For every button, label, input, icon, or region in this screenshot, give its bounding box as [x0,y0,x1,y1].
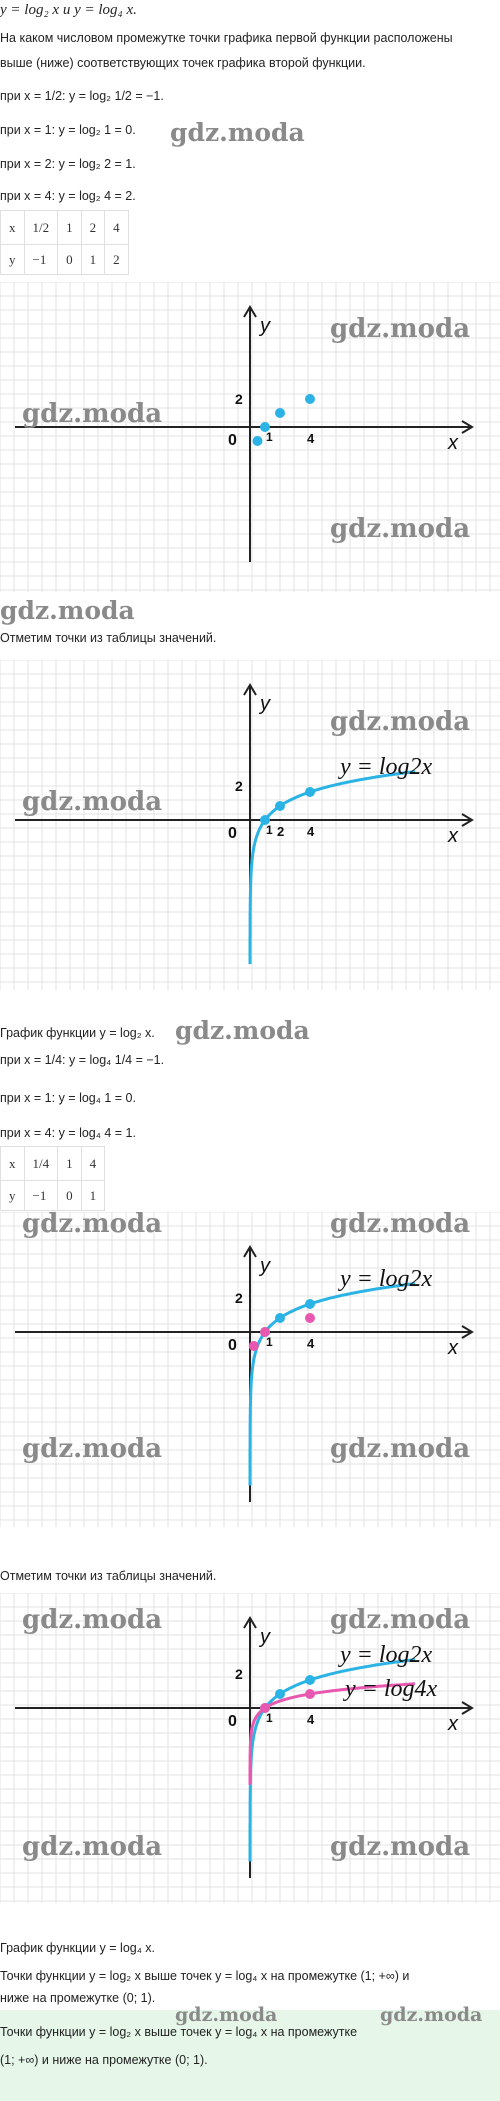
table-cell: 1 [58,211,82,245]
log2-curve-label: y = log2x [340,1266,433,1292]
graph-log2-log4 [0,1593,500,1903]
calc-line-1: при x = 1/2: y = log₂ 1/2 = −1. [0,89,164,103]
y-axis-label: y [260,315,270,337]
log2-point [305,1299,315,1309]
watermark: gdz.moda [22,1605,163,1635]
tick-label-y2: 2 [235,1666,243,1682]
table-cell: y [1,1181,25,1211]
table-cell: x [1,1147,25,1181]
conclusion-line-2: ниже на промежутке (0; 1). [0,1991,156,2005]
log2-point [305,394,315,404]
watermark: gdz.moda [330,1832,471,1862]
y-axis-label: y [260,693,270,715]
functions-line: y = log₂ x и y = log₄ x. [0,2,137,18]
tick-label-4: 4 [307,1712,315,1727]
answer-line-1: Точки функции y = log₂ x выше точек y = log₄ x на промежутке [0,2025,358,2039]
tick-label-1: 1 [266,430,273,444]
calc-line-4: при x = 4: y = log₂ 4 = 2. [0,189,136,203]
watermark: gdz.moda [22,787,163,817]
table-cell: 1 [81,245,105,275]
conclusion-line-1: Точки функции y = log₂ x выше точек y = log₄ x на промежутке (1; +∞) и [0,1969,410,1983]
graph-caption-2: График функции y = log₄ x. [0,1941,156,1955]
table-cell: −1 [24,245,58,275]
table-cell: y [1,245,25,275]
log2-point [253,436,263,446]
watermark: gdz.moda [0,596,135,625]
watermark: gdz.moda [22,1832,163,1862]
log4-point [305,1313,315,1323]
calc-line-7: при x = 4: y = log₄ 4 = 1. [0,1126,136,1140]
table-cell: 0 [58,245,82,275]
graph-points-log2 [0,282,500,592]
x-axis-label: x [448,825,458,847]
watermark: gdz.moda [330,707,471,737]
question-line-2: выше (ниже) соответствующих точек графика второй функции. [0,56,366,70]
origin-label: 0 [228,432,237,449]
tick-label-4: 4 [307,431,315,446]
log4-point [249,1341,259,1351]
calc-line-2: при x = 1: y = log₂ 1 = 0. [0,123,136,137]
tick-label-4: 4 [307,824,315,839]
x-axis-label: x [448,1713,458,1735]
log2-curve-label: y = log2x [340,1642,433,1668]
log2-point [275,1313,285,1323]
origin-label: 0 [228,1337,237,1354]
y-axis-label: y [260,1626,270,1648]
watermark: gdz.moda [330,1605,471,1635]
log2-point [275,408,285,418]
tick-label-1: 1 [266,1335,273,1349]
watermark: gdz.moda [22,399,163,429]
table-cell: 1 [58,1147,82,1181]
table-cell: 4 [105,211,129,245]
values-table-1 [0,210,129,275]
mark-points-line-2: Отметим точки из таблицы значений. [0,1569,217,1583]
answer-line-2: (1; +∞) и ниже на промежутке (0; 1). [0,2053,208,2067]
graph-log2 [0,660,500,990]
tick-label-y2: 2 [235,1290,243,1306]
table-cell: −1 [24,1181,58,1211]
table-cell: 1 [81,1181,105,1211]
log4-point [305,1689,315,1699]
tick-label-y2: 2 [235,391,243,407]
log4-curve-label: y = log4x [345,1676,438,1702]
mark-points-line-1: Отметим точки из таблицы значений. [0,631,217,645]
table-cell: 4 [81,1147,105,1181]
watermark: gdz.moda [22,1434,163,1464]
table-cell: 0 [58,1181,82,1211]
table-cell: 1/4 [24,1147,58,1181]
log2-point [305,1675,315,1685]
log2-point [275,801,285,811]
calc-line-6: при x = 1: y = log₄ 1 = 0. [0,1091,136,1105]
log2-curve-label: y = log2x [340,754,433,780]
watermark: gdz.moda [170,118,305,147]
watermark: gdz.moda [380,2004,483,2026]
table-cell: 2 [105,245,129,275]
tick-label-2: 2 [277,824,285,839]
calc-line-5: при x = 1/4: y = log₄ 1/4 = −1. [0,1053,165,1067]
log2-point [305,787,315,797]
graph-log2-with-log4-points [0,1212,500,1527]
watermark: gdz.moda [330,514,471,544]
tick-label-1: 1 [266,1711,273,1725]
x-axis-label: x [448,1337,458,1359]
table-cell: 1/2 [24,211,58,245]
table-cell: x [1,211,25,245]
calc-line-3: при x = 2: y = log₂ 2 = 1. [0,157,136,171]
watermark: gdz.moda [330,1212,471,1239]
table-cell: 2 [81,211,105,245]
graph-caption-1: График функции y = log₂ x. [0,1026,155,1040]
question-line-1: На каком числовом промежутке точки графика первой функции расположены [0,31,453,45]
x-axis-label: x [448,432,458,454]
watermark: gdz.moda [175,1016,310,1045]
origin-label: 0 [228,825,237,842]
watermark: gdz.moda [330,1434,471,1464]
tick-label-y2: 2 [235,778,243,794]
values-table-2 [0,1146,105,1211]
watermark: gdz.moda [22,1212,163,1239]
tick-label-4: 4 [307,1336,315,1351]
watermark: gdz.moda [175,2004,278,2026]
origin-label: 0 [228,1713,237,1730]
y-axis-label: y [260,1255,270,1277]
tick-label-1: 1 [266,823,273,837]
log2-point [275,1689,285,1699]
watermark: gdz.moda [330,314,471,344]
